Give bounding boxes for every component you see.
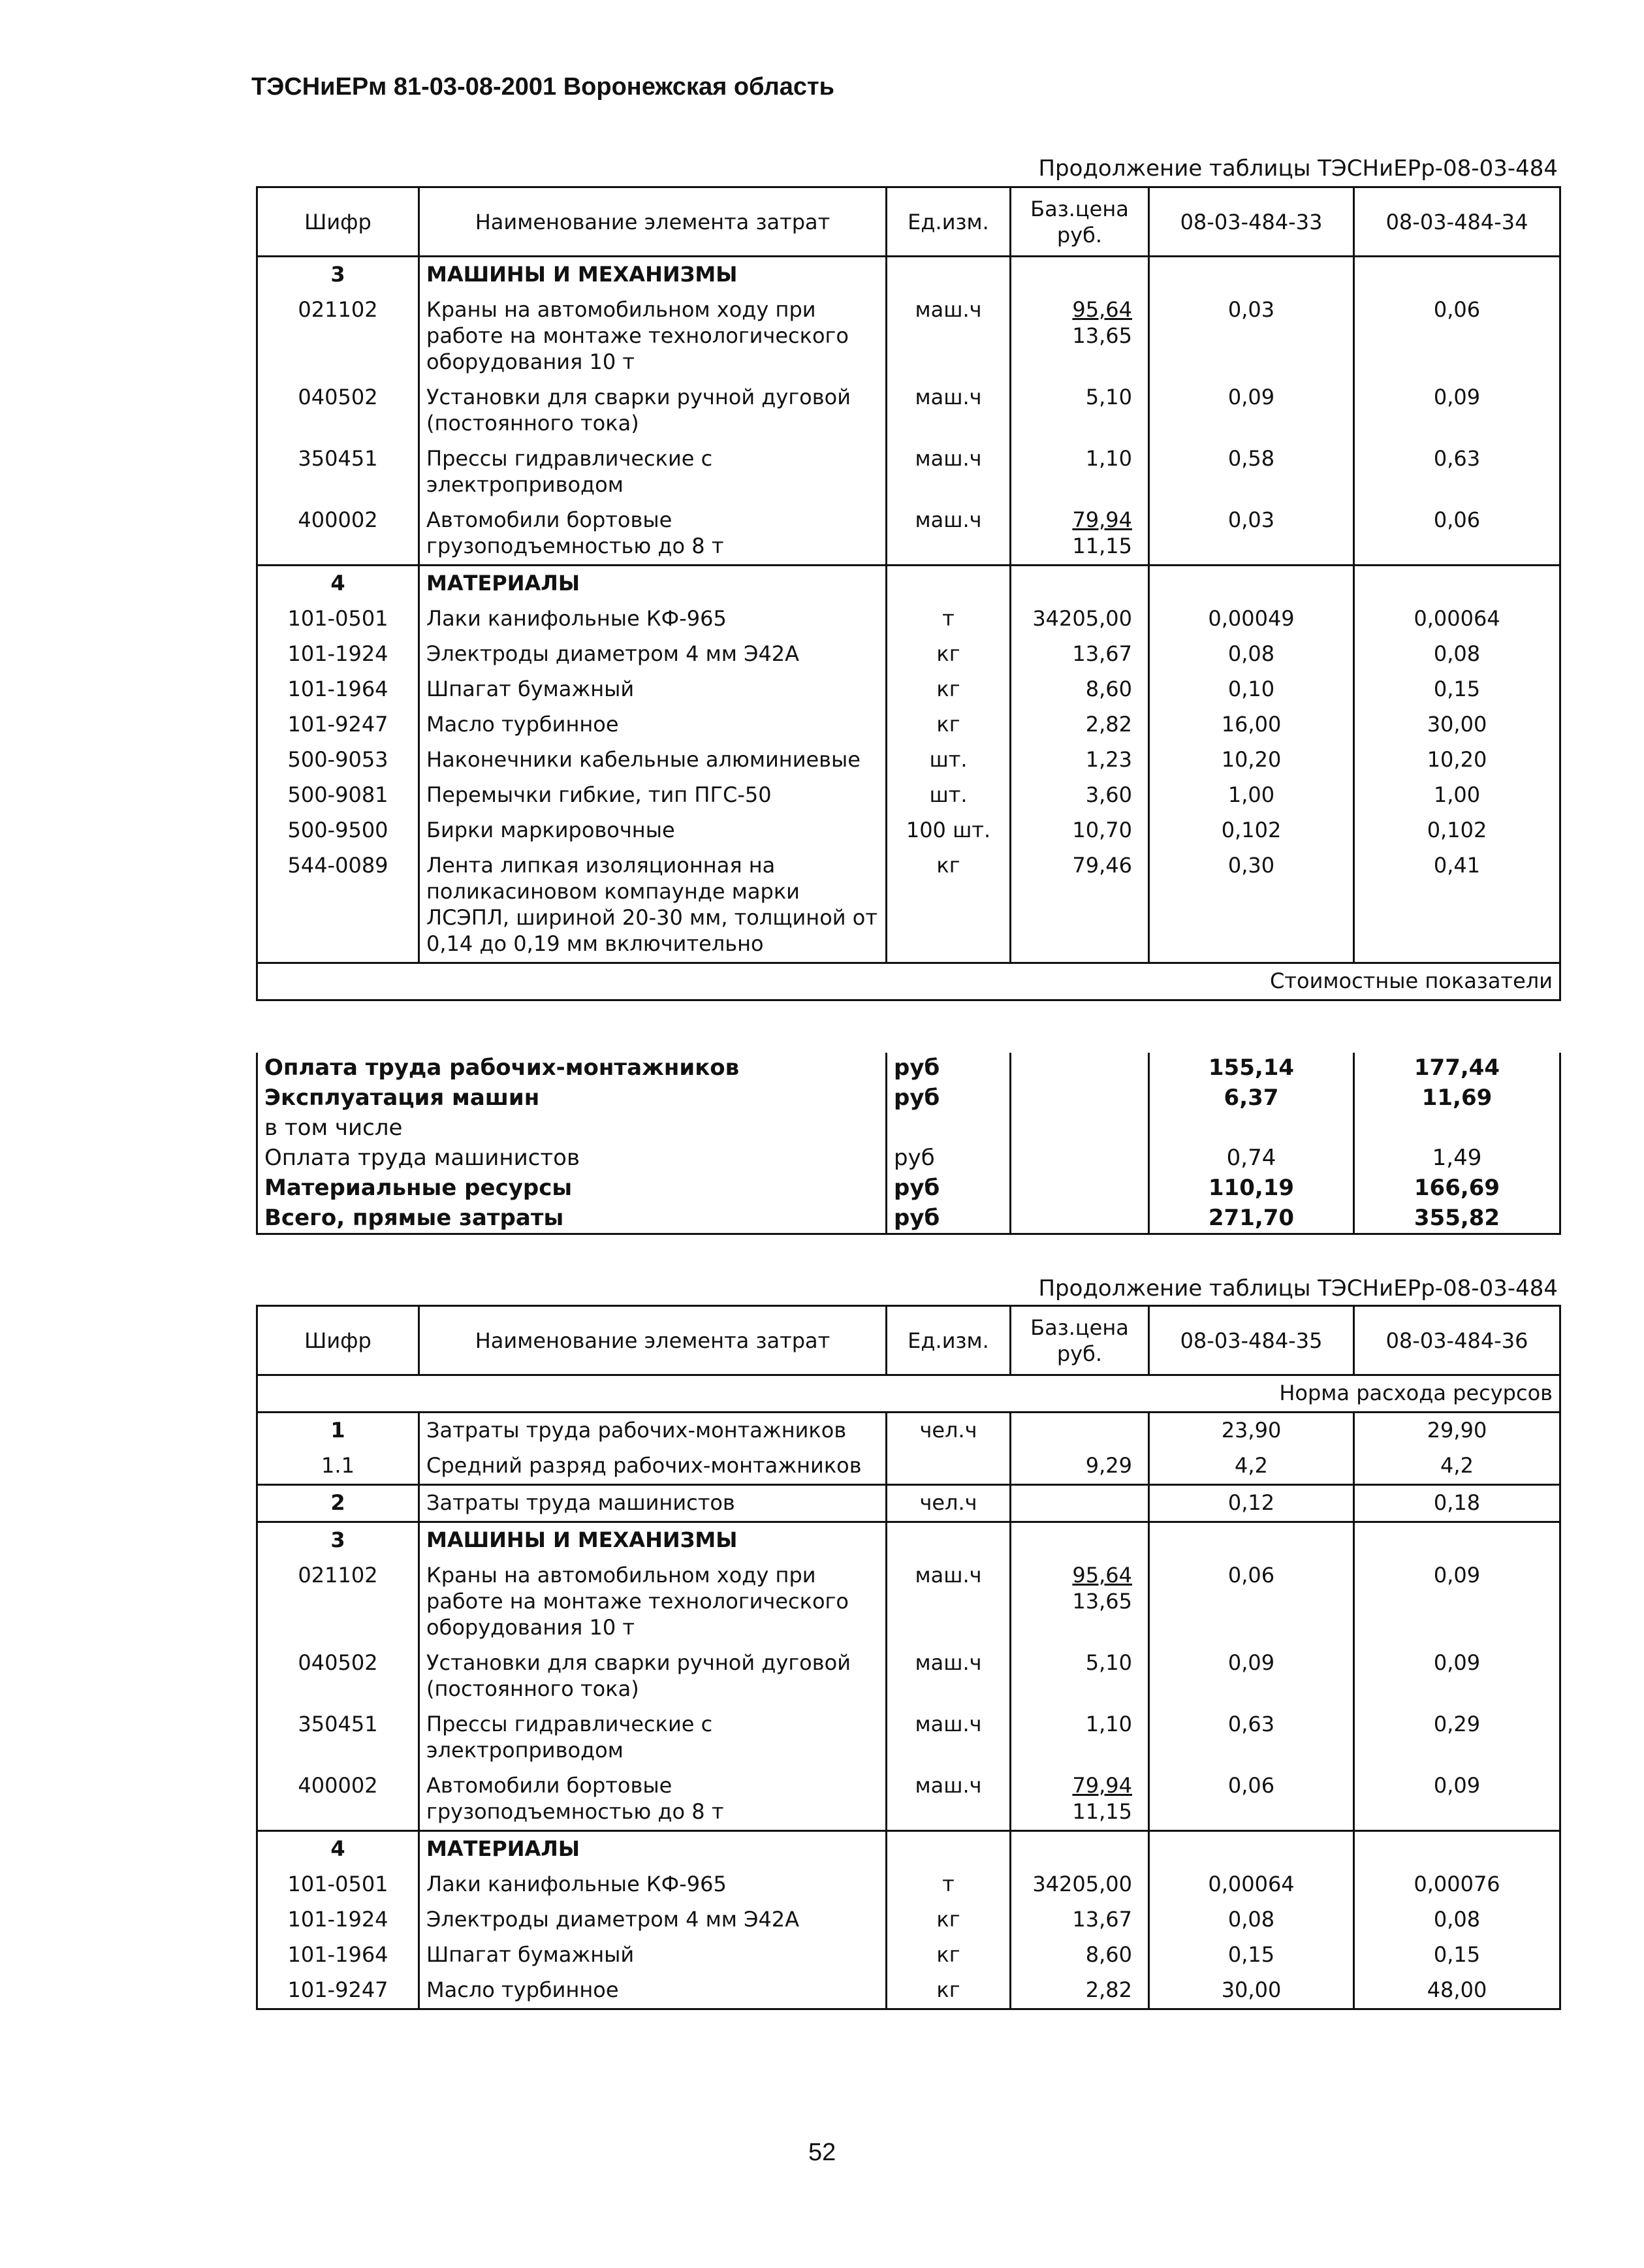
norm-value-1: 0,09 [1149,380,1354,441]
empty-cell [1149,1831,1354,1868]
norm-value-2: 10,20 [1354,743,1560,778]
table-row [257,1768,1560,1831]
summary-value-2: 177,44 [1354,1053,1560,1083]
price-value-secondary: 11,15 [1072,534,1132,558]
empty-cell [1011,1113,1149,1143]
norm-value-1: 1,00 [1149,778,1354,813]
summary-row [257,1143,1560,1173]
summary-label: в том числе [257,1113,887,1143]
price-value: 5,10 [1085,1650,1132,1675]
table-row [257,637,1560,672]
price-value: 13,67 [1072,641,1132,666]
labor-code: 1.1 [257,1448,419,1485]
norm-value-2: 4,2 [1354,1448,1560,1485]
summary-value-1: 0,74 [1149,1143,1354,1173]
table-row [257,1902,1560,1938]
resource-name: Краны на автомобильном ходу при работе на монтаже технологического оборудования 10 т [419,293,887,380]
empty-cell [1011,1522,1149,1559]
price-value-secondary: 13,65 [1072,1589,1132,1614]
norm-value-1: 0,03 [1149,503,1354,566]
resource-code: 544-0089 [257,848,419,963]
norm-value-2: 1,00 [1354,778,1560,813]
price-cell [1011,601,1149,637]
labor-name: Средний разряд рабочих-монтажников [419,1448,887,1485]
resource-name: Установки для сварки ручной дуговой (постоянного тока) [419,1646,887,1707]
norm-caption-row [257,1375,1560,1413]
norm-value-2: 0,09 [1354,1558,1560,1646]
price-cell [1011,1646,1149,1707]
unit-cell: кг [887,637,1011,672]
norm-value-2: 0,102 [1354,813,1560,848]
norm-value-1: 0,09 [1149,1646,1354,1707]
unit-cell: т [887,601,1011,637]
unit-cell: кг [887,1938,1011,1973]
summary-unit: руб [887,1053,1011,1083]
norm-value-2: 0,08 [1354,1902,1560,1938]
unit-cell: т [887,1867,1011,1902]
table-row [257,380,1560,441]
unit-cell: маш.ч [887,380,1011,441]
table-row [257,1973,1560,2009]
summary-label: Материальные ресурсы [257,1173,887,1203]
price-value: 1,10 [1085,1712,1132,1736]
price-cell [1011,672,1149,707]
price-cell [1011,503,1149,566]
table-row [257,1938,1560,1973]
resource-name: Электроды диаметром 4 мм Э42А [419,637,887,672]
norm-value-2: 0,41 [1354,848,1560,963]
norm-value-1: 0,102 [1149,813,1354,848]
resource-code: 400002 [257,503,419,566]
price-cell [1011,743,1149,778]
table2-caption: Продолжение таблицы ТЭСНиЕРр-08-03-484 [1038,1275,1558,1302]
unit-cell: кг [887,1973,1011,2009]
empty-cell [1011,1831,1149,1868]
table1-header-col1: 08-03-484-33 [1149,187,1354,257]
section-title: МАШИНЫ И МЕХАНИЗМЫ [419,257,887,293]
price-value: 8,60 [1085,677,1132,701]
table1-caption: Продолжение таблицы ТЭСНиЕРр-08-03-484 [1038,155,1558,182]
price-value: 5,10 [1085,385,1132,409]
price-cell [1011,1973,1149,2009]
section-title: МАТЕРИАЛЫ [419,566,887,602]
table1-header-unit: Ед.изм. [887,187,1011,257]
norm-value-1: 10,20 [1149,743,1354,778]
table1-header-price: Баз.цена руб. [1011,187,1149,257]
unit-cell: кг [887,848,1011,963]
resource-code: 101-1964 [257,1938,419,1973]
resource-name: Краны на автомобильном ходу при работе на монтаже технологического оборудования 10 т [419,1558,887,1646]
table-row [257,1707,1560,1768]
table-row [257,293,1560,380]
price-cell [1011,380,1149,441]
labor-row [257,1413,1560,1449]
empty-cell [1011,1053,1149,1083]
resource-name: Перемычки гибкие, тип ПГС-50 [419,778,887,813]
summary-unit: руб [887,1173,1011,1203]
table-row [257,778,1560,813]
resource-code: 101-0501 [257,1867,419,1902]
empty-cell [1149,566,1354,602]
norm-value-1: 0,06 [1149,1768,1354,1831]
price-cell [1011,1768,1149,1831]
resource-name: Лаки канифольные КФ-965 [419,601,887,637]
summary-row [257,1203,1560,1234]
price-cell [1011,293,1149,380]
empty-cell [887,1831,1011,1868]
norm-value-1: 30,00 [1149,1973,1354,2009]
resource-code: 040502 [257,1646,419,1707]
labor-name: Затраты труда машинистов [419,1485,887,1522]
summary-row [257,1173,1560,1203]
resource-code: 500-9081 [257,778,419,813]
resource-name: Масло турбинное [419,707,887,743]
summary-value-1: 6,37 [1149,1083,1354,1113]
resource-code: 021102 [257,1558,419,1646]
resource-name: Электроды диаметром 4 мм Э42А [419,1902,887,1938]
summary-value-2: 166,69 [1354,1173,1560,1203]
summary-label: Оплата труда машинистов [257,1143,887,1173]
empty-cell [1354,1522,1560,1559]
price-cell [1011,778,1149,813]
norm-value-1: 0,12 [1149,1485,1354,1522]
price-value-secondary: 11,15 [1072,1799,1132,1824]
resource-code: 500-9500 [257,813,419,848]
empty-cell [1011,566,1149,602]
price-value: 95,64 [1072,1563,1132,1588]
labor-code: 2 [257,1485,419,1522]
table2-header-col2: 08-03-484-36 [1354,1306,1560,1375]
table2-header-price: Баз.цена руб. [1011,1306,1149,1375]
section-header-row [257,566,1560,602]
resource-name: Масло турбинное [419,1973,887,2009]
norm-value-2: 0,00064 [1354,601,1560,637]
price-value: 10,70 [1072,818,1132,842]
price-cell [1011,813,1149,848]
price-value-secondary: 13,65 [1072,323,1132,348]
summary-value-2: 1,49 [1354,1143,1560,1173]
norm-value-1: 4,2 [1149,1448,1354,1485]
table-row [257,1867,1560,1902]
table-row [257,813,1560,848]
norm-value-1: 0,08 [1149,637,1354,672]
norm-value-2: 0,15 [1354,1938,1560,1973]
price-value: 9,29 [1011,1448,1149,1485]
document-header: ТЭСНиЕРм 81-03-08-2001 Воронежская область [251,73,834,101]
resource-name: Прессы гидравлические с электроприводом [419,441,887,503]
norm-value-2: 0,63 [1354,441,1560,503]
price-value: 34205,00 [1032,1872,1132,1896]
price-cell [1011,1558,1149,1646]
price-value: 2,82 [1085,1977,1132,2002]
unit-cell: маш.ч [887,293,1011,380]
section-number: 4 [257,1831,419,1868]
unit-cell: маш.ч [887,1558,1011,1646]
empty-cell [1149,257,1354,293]
price-value: 1,10 [1085,446,1132,471]
table-row [257,1558,1560,1646]
table2-header-code: Шифр [257,1306,419,1375]
section-number: 4 [257,566,419,602]
norm-value-2: 0,08 [1354,637,1560,672]
table1-header-col2: 08-03-484-34 [1354,187,1560,257]
price-cell [1011,1867,1149,1902]
resource-code: 101-9247 [257,1973,419,2009]
price-cell [1011,1938,1149,1973]
resource-name: Лента липкая изоляционная на поликасиновом компаунде марки ЛСЭПЛ, шириной 20-30 мм, толщиной от 0,14 до 0,19 мм включительно [419,848,887,963]
norm-value-2: 29,90 [1354,1413,1560,1449]
resource-code: 400002 [257,1768,419,1831]
table-row [257,601,1560,637]
section-title: МАТЕРИАЛЫ [419,1831,887,1868]
summary-row [257,1083,1560,1113]
norm-value-2: 0,09 [1354,1646,1560,1707]
labor-name: Затраты труда рабочих-монтажников [419,1413,887,1449]
unit-cell [887,1448,1011,1485]
unit-cell: кг [887,1902,1011,1938]
norm-value-2: 0,06 [1354,293,1560,380]
resource-code: 101-1964 [257,672,419,707]
section-header-row [257,1522,1560,1559]
empty-cell [887,1522,1011,1559]
summary-value-2 [1354,1113,1560,1143]
table2-header-unit: Ед.изм. [887,1306,1011,1375]
summary-label: Всего, прямые затраты [257,1203,887,1234]
table-row [257,848,1560,963]
empty-cell [887,566,1011,602]
summary-row [257,1053,1560,1083]
resource-name: Установки для сварки ручной дуговой (постоянного тока) [419,380,887,441]
unit-cell: чел.ч [887,1485,1011,1522]
table-row [257,707,1560,743]
empty-cell [1011,1083,1149,1113]
summary-value-1 [1149,1113,1354,1143]
table2 [256,1305,1561,2010]
price-cell [1011,441,1149,503]
price-cell [1011,707,1149,743]
summary-value-2: 11,69 [1354,1083,1560,1113]
norm-value-2: 30,00 [1354,707,1560,743]
resource-code: 350451 [257,1707,419,1768]
price-value [1011,1485,1149,1522]
summary-value-2: 355,82 [1354,1203,1560,1234]
empty-cell [887,257,1011,293]
price-value: 79,94 [1072,1773,1132,1798]
price-value: 2,82 [1085,712,1132,737]
norm-value-1: 0,63 [1149,1707,1354,1768]
section-title: МАШИНЫ И МЕХАНИЗМЫ [419,1522,887,1559]
summary-label: Эксплуатация машин [257,1083,887,1113]
unit-cell: маш.ч [887,1707,1011,1768]
norm-value-1: 0,00049 [1149,601,1354,637]
norm-value-1: 23,90 [1149,1413,1354,1449]
price-value [1011,1413,1149,1449]
summary-value-1: 271,70 [1149,1203,1354,1234]
table-row [257,743,1560,778]
resource-code: 101-1924 [257,637,419,672]
summary-body [257,1053,1560,1234]
section-number: 3 [257,1522,419,1559]
norm-value-2: 0,09 [1354,1768,1560,1831]
norm-value-1: 0,08 [1149,1902,1354,1938]
norm-value-2: 48,00 [1354,1973,1560,2009]
price-cell [1011,1707,1149,1768]
summary-unit: руб [887,1143,1011,1173]
norm-value-1: 0,30 [1149,848,1354,963]
summary-label: Оплата труда рабочих-монтажников [257,1053,887,1083]
resource-name: Шпагат бумажный [419,672,887,707]
empty-cell [1011,1173,1149,1203]
resource-code: 021102 [257,293,419,380]
summary-unit [887,1113,1011,1143]
unit-cell: маш.ч [887,441,1011,503]
summary-value-1: 110,19 [1149,1173,1354,1203]
norm-value-1: 0,00064 [1149,1867,1354,1902]
unit-cell: шт. [887,743,1011,778]
norm-value-2: 0,00076 [1354,1867,1560,1902]
empty-cell [1354,566,1560,602]
table-row [257,503,1560,566]
unit-cell: маш.ч [887,1646,1011,1707]
unit-cell: маш.ч [887,1768,1011,1831]
resource-name: Автомобили бортовые грузоподъемностью до 8 т [419,503,887,566]
resource-name: Прессы гидравлические с электроприводом [419,1707,887,1768]
price-value: 34205,00 [1032,606,1132,631]
empty-cell [1354,1831,1560,1868]
resource-name: Бирки маркировочные [419,813,887,848]
section-header-row [257,1831,1560,1868]
norm-value-2: 0,09 [1354,380,1560,441]
price-value: 1,23 [1085,747,1132,772]
page-number: 52 [808,2139,836,2166]
table2-body [257,1375,1560,2009]
table1 [256,186,1561,1001]
section-number: 3 [257,257,419,293]
table1-summary [256,1053,1561,1235]
unit-cell: шт. [887,778,1011,813]
price-value: 79,94 [1072,507,1132,532]
empty-cell [1011,1143,1149,1173]
resource-name: Шпагат бумажный [419,1938,887,1973]
norm-value-1: 0,10 [1149,672,1354,707]
resource-code: 101-0501 [257,601,419,637]
resource-name: Лаки канифольные КФ-965 [419,1867,887,1902]
cost-caption: Стоимостные показатели [257,963,1560,1000]
norm-value-1: 0,06 [1149,1558,1354,1646]
norm-value-2: 0,15 [1354,672,1560,707]
labor-row [257,1485,1560,1522]
price-cell [1011,1902,1149,1938]
resource-code: 101-9247 [257,707,419,743]
price-cell [1011,637,1149,672]
cost-caption-row [257,963,1560,1000]
price-value: 3,60 [1085,782,1132,807]
unit-cell: маш.ч [887,503,1011,566]
unit-cell: чел.ч [887,1413,1011,1449]
resource-code: 500-9053 [257,743,419,778]
unit-cell: 100 шт. [887,813,1011,848]
summary-row [257,1113,1560,1143]
empty-cell [1354,257,1560,293]
table-row [257,441,1560,503]
summary-unit: руб [887,1203,1011,1234]
norm-value-2: 0,29 [1354,1707,1560,1768]
norm-value-1: 0,15 [1149,1938,1354,1973]
labor-code: 1 [257,1413,419,1449]
norm-value-1: 0,03 [1149,293,1354,380]
norm-value-2: 0,06 [1354,503,1560,566]
price-value: 8,60 [1085,1942,1132,1967]
price-value: 95,64 [1072,297,1132,322]
resource-name: Автомобили бортовые грузоподъемностью до 8 т [419,1768,887,1831]
table2-header-col1: 08-03-484-35 [1149,1306,1354,1375]
norm-value-1: 16,00 [1149,707,1354,743]
table1-header-name: Наименование элемента затрат [419,187,887,257]
norm-value-2: 0,18 [1354,1485,1560,1522]
resource-code: 101-1924 [257,1902,419,1938]
table-row [257,1646,1560,1707]
norm-value-1: 0,58 [1149,441,1354,503]
table2-header-name: Наименование элемента затрат [419,1306,887,1375]
norm-caption: Норма расхода ресурсов [257,1375,1560,1413]
table1-header-code: Шифр [257,187,419,257]
price-cell [1011,848,1149,963]
summary-value-1: 155,14 [1149,1053,1354,1083]
resource-code: 040502 [257,380,419,441]
unit-cell: кг [887,672,1011,707]
resource-name: Наконечники кабельные алюминиевые [419,743,887,778]
table-row [257,672,1560,707]
labor-row [257,1448,1560,1485]
summary-unit: руб [887,1083,1011,1113]
table1-body [257,257,1560,1000]
price-value: 79,46 [1072,853,1132,878]
empty-cell [1149,1522,1354,1559]
empty-cell [1011,257,1149,293]
section-header-row [257,257,1560,293]
price-value: 13,67 [1072,1907,1132,1932]
resource-code: 350451 [257,441,419,503]
empty-cell [1011,1203,1149,1234]
unit-cell: кг [887,707,1011,743]
